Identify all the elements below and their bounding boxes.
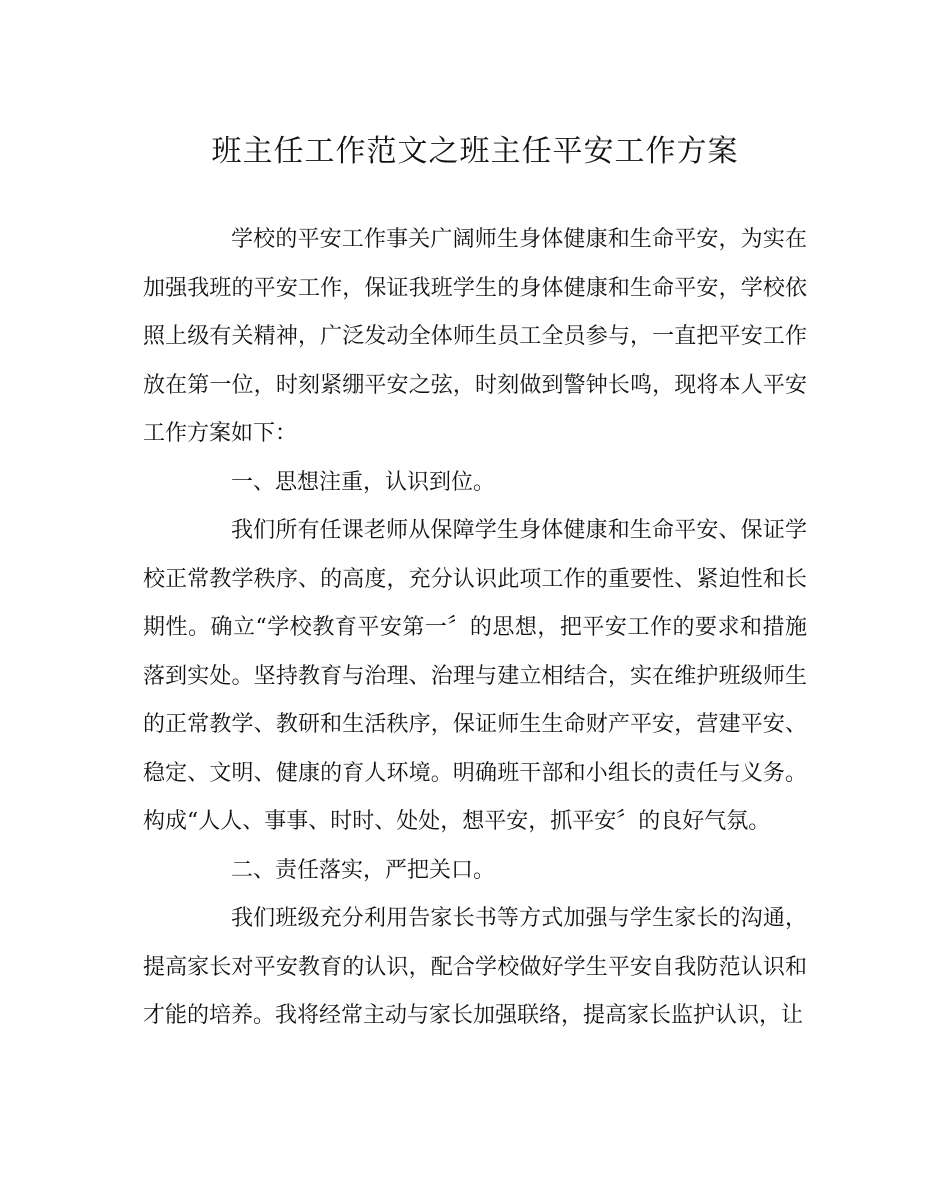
document-body xyxy=(143,216,807,1041)
paragraph-intro: 学校的平安工作事关广阔师生身体健康和生命平安，为实在加强我班的平安工作，保证我班学生的身体健康和生命平安，学校依照上级有关精神，广泛发动全体师生员工全员参与，一直把平安工作放在第一位，时刻紧绷平安之弦，时刻做到警钟长鸣，现将本人平安工作方案如下： xyxy=(143,227,807,446)
section-heading-2: 二、责任落实，严把关口。 xyxy=(231,857,496,883)
paragraph-section-2: 我们班级充分利用告家长书等方式加强与学生家长的沟通，提高家长对平安教育的认识，配合学校做好学生平安自我防范认识和才能的培养。我将经常主动与家长加强联络，提高家长监护认识，让 xyxy=(143,906,807,1028)
section-heading-1: 一、思想注重，认识到位。 xyxy=(231,469,496,495)
paragraph-section-1: 我们所有任课老师从保障学生身体健康和生命平安、保证学校正常教学秩序、的高度，充分认识此项工作的重要性、紧迫性和长期性。确立“学校教育平安第一〞的思想，把平安工作的要求和措施落到实处。坚持教育与治理、治理与建立相结合，实在维护班级师生的正常教学、教研和生活秩序，保证师生生命财产平安，营建平安、稳定、文明、健康的育人环境。明确班干部和小组长的责任与义务。构成“人人、事事、时时、处处，想平安，抓平安〞的良好气氛。 xyxy=(143,518,807,834)
document-title: 班主任工作范文之班主任平安工作方案 xyxy=(211,134,739,169)
